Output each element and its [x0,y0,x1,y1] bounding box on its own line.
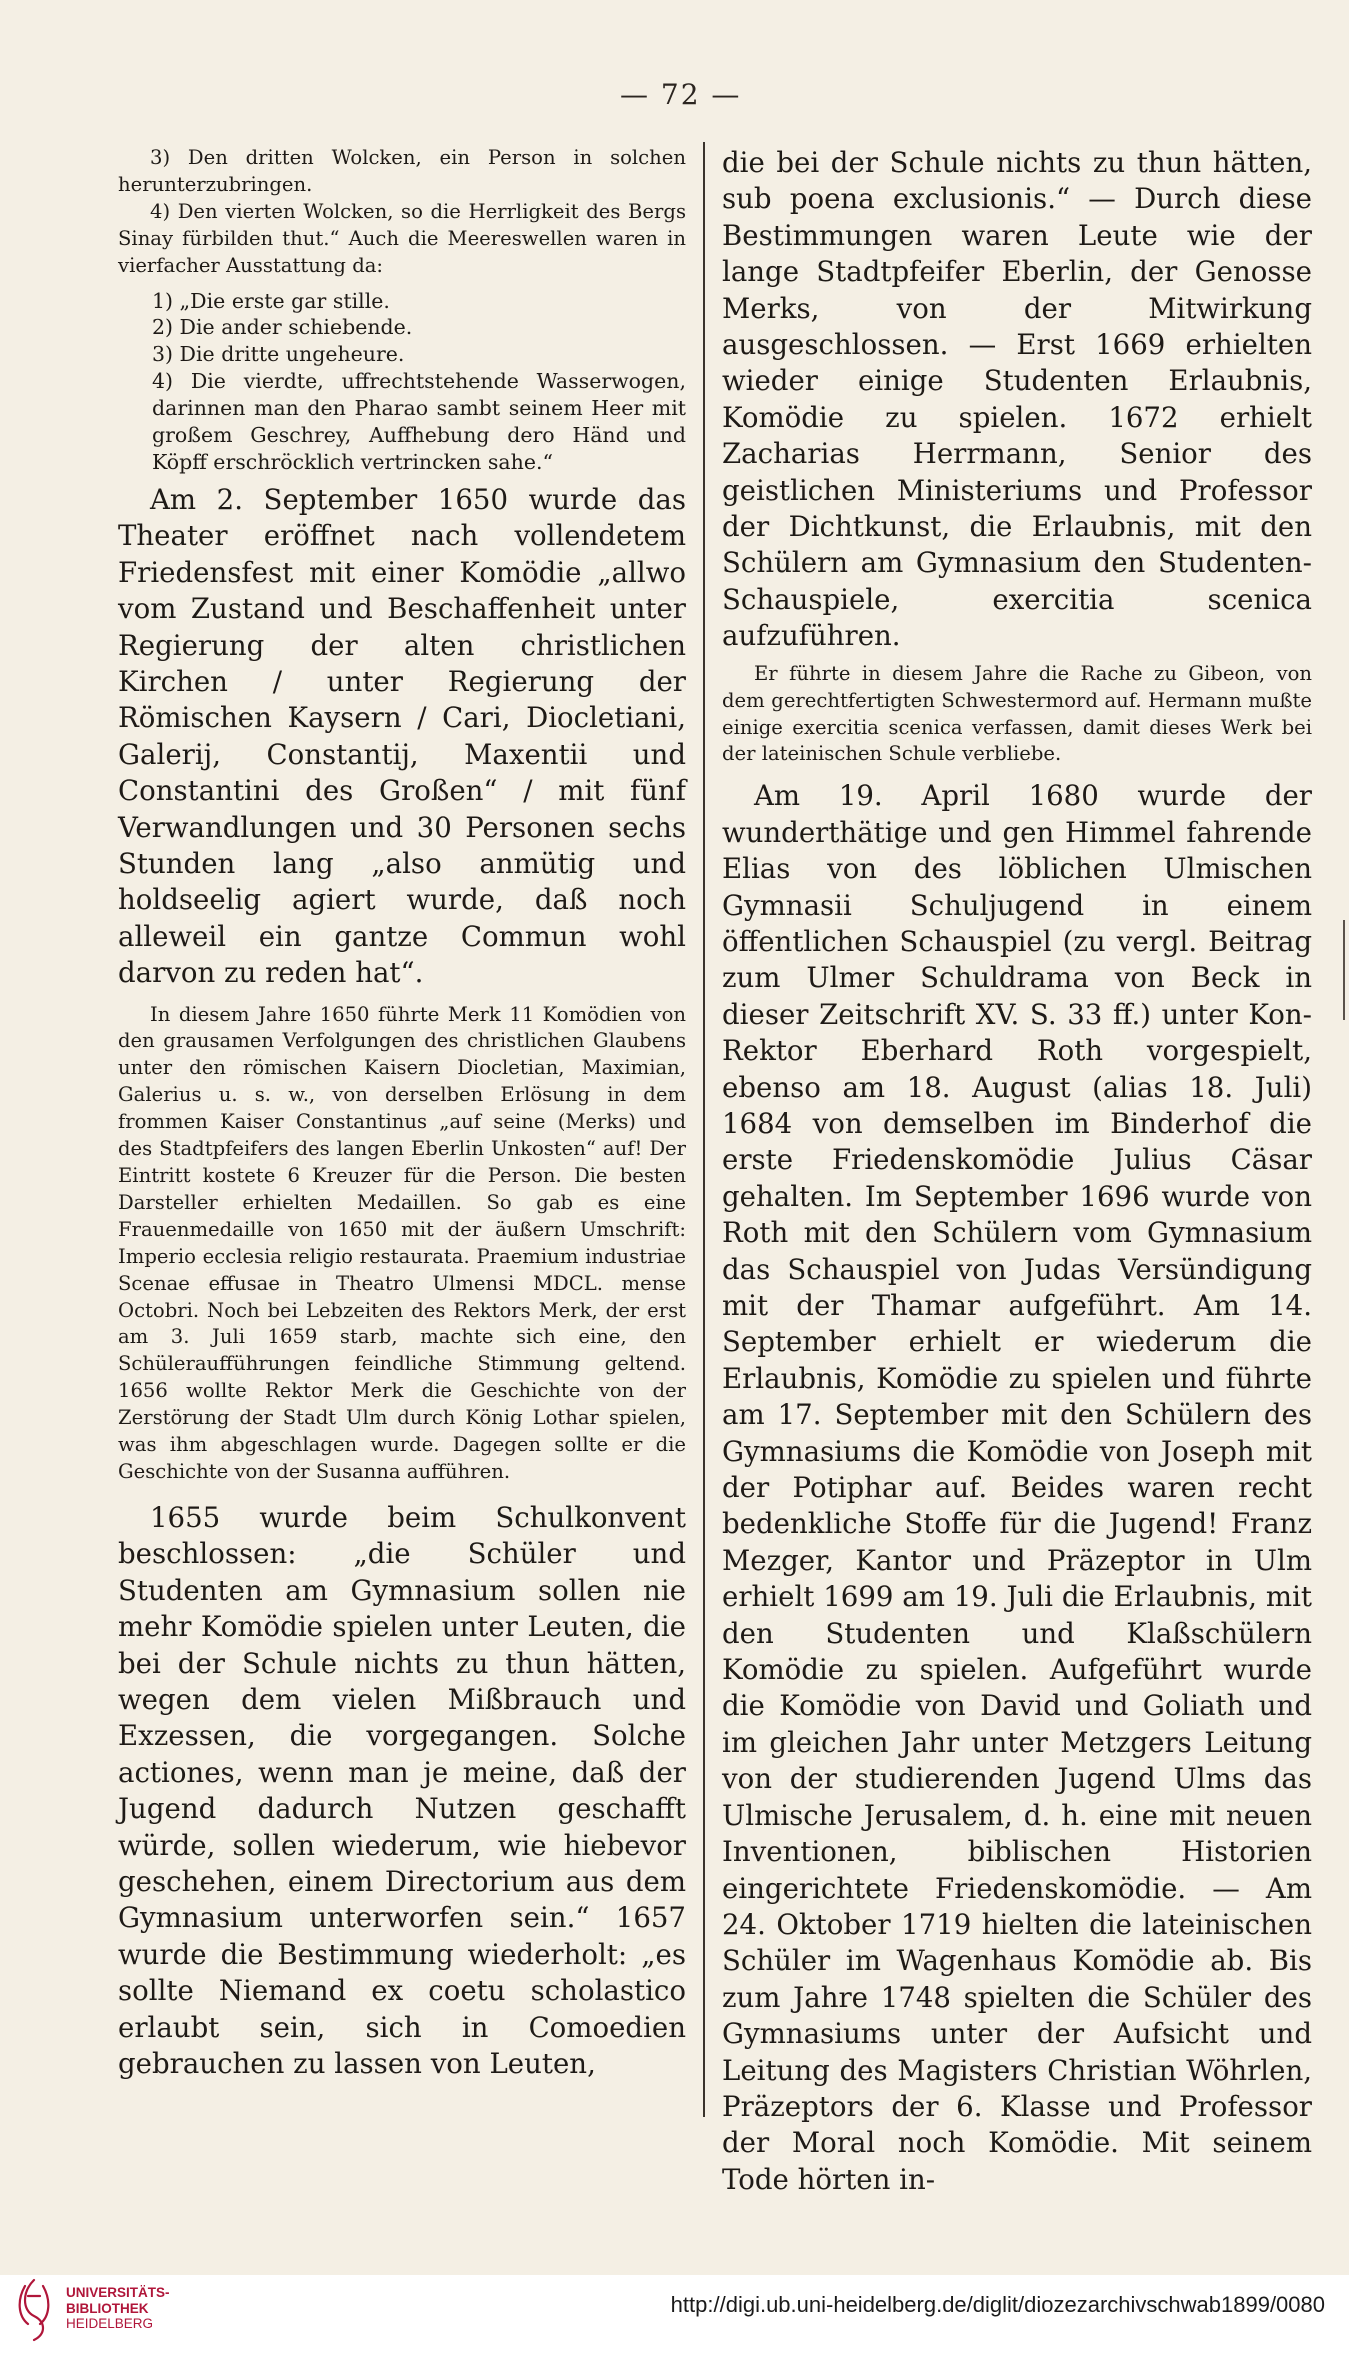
left-paragraph-5: 1655 wurde beim Schulkonvent beschlossen: „die Schüler und Studenten am Gymnasium sollen nie mehr Komödie spielen unter Leuten, die bei der Schule nichts zu thun hätten, wegen dem vielen Mißbrauch und Exzessen, die vorgegangen. Solche actiones, wenn man je meine, daß der Jugend dadurch Nutzen geschafft würde, sollen wiederum, wie hiebevor geschehen, einem Directorium aus dem Gymnasium unterworfen sein.“ 1657 wurde die Bestimmung wiederholt: „es sollte Niemand ex coetu scholastico erlaubt sein, sich in Comoedien gebrauchen zu lassen von Leuten, [118,1500,686,2080]
right-paragraph-2: Er führte in diesem Jahre die Rache zu Gibeon, von dem gerechtfertigten Schwestermord auf. Hermann mußte einige exercitia scenica verfassen, damit dieses Werk bei der lateinischen Schule verbliebe. [722,661,1312,766]
list-item: 2) Die ander schiebende. [152,315,413,340]
right-paragraph-3: Am 19. April 1680 wurde der wunderthätige und gen Himmel fahrende Elias von des löblichen Ulmischen Gymnasii Schuljugend in einem öffentlichen Schauspiel (zu vergl. Beitrag zum Ulmer Schuldrama von Beck in dieser Zeitschrift XV. S. 33 ff.) unter Kon-Rektor Eberhard Roth vorgespielt, ebenso am 18. August (alias 18. Juli) 1684 von demselben im Binderhof die erste Friedenskomödie Julius Cäsar gehalten. Im September 1696 wurde von Roth mit den Schülern vom Gymnasium das Schauspiel von Judas Versündigung mit der Thamar aufgeführt. Am 14. September erhielt er wiederum die Erlaubnis, Komödie zu spielen und führte am 17. September mit den Schülern des Gymnasiums die Komödie von Joseph mit der Potiphar auf. Beides waren recht bedenkliche Stoffe für die Jugend! Franz Mezger, Kantor und Präzeptor in Ulm erhielt 1699 am 19. Juli die Erlaubnis, mit den Studenten und Klaßschülern Komödie zu spielen. Aufgeführt wurde die Komödie von David und Goliath und im gleichen Jahr unter Metzgers Leitung von der studierenden Jugend Ulms das Ulmische Jerusalem, d. h. eine mit neuen Inventionen, biblischen Historien eingerichtete Friedenskomödie. — Am 24. Oktober 1719 hielten die lateinischen Schüler im Wagenhaus Komödie ab. Bis zum Jahre 1748 spielten die Schüler des Gymnasiums unter der Aufsicht und Leitung des Magisters Christian Wöhrlen, Präzeptors der 6. Klasse und Professor der Moral noch Komödie. Mit seinem Tode hörten in- [722,779,1312,2196]
institution-line: UNIVERSITÄTS- [66,2285,170,2300]
right-column [722,145,1312,2196]
institution-line: BIBLIOTHEK [66,2300,149,2316]
institution-line: HEIDELBERG [66,2316,154,2331]
column-divider [703,142,705,2117]
left-paragraph-2: 4) Den vierten Wolcken, so die Herrligkeit des Bergs Sinay fürbilden thut.“ Auch die Meereswellen waren in vierfacher Ausstattung da: [118,199,686,277]
institution-name [66,2285,170,2332]
right-paragraph-1: die bei der Schule nichts zu thun hätten, sub poena exclusionis.“ — Durch diese Bestimmungen waren Leute wie der lange Stadtpfeifer Eberlin, der Genosse Merks, von der Mitwirkung ausgeschlossen. — Erst 1669 erhielten wieder einige Studenten Erlaubnis, Komödie zu spielen. 1672 erhielt Zacharias Herrmann, Senior des geistlichen Ministeriums und Professor der Dichtkunst, die Erlaubnis, mit den Schülern am Gymnasium den Studenten-Schauspiele, exercitia scenica aufzuführen. [722,146,1312,653]
left-column [118,145,686,2145]
wave-list [152,288,686,476]
left-paragraph-1: 3) Den dritten Wolcken, ein Person in solchen herunterzubringen. [118,146,686,196]
list-item: 1) „Die erste gar stille. [152,288,390,313]
list-item: 4) Die vierdte, uffrechtstehende Wasserwogen, darinnen man den Pharao sambt seinem Heer mit großem Geschrey, Auffhebung dero Händ und Köpff erschröcklich vertrincken sahe.“ [152,369,686,474]
left-paragraph-3: Am 2. September 1650 wurde das Theater eröffnet nach vollendetem Friedensfest mit einer Komödie „allwo vom Zustand und Beschaffenheit unter Regierung der alten christlichen Kirchen / unter Regierung der Römischen Kaysern / Cari, Diocletiani, Galerij, Constantij, Maxentii und Constantini des Großen“ / mit fünf Verwandlungen und 30 Personen sechs Stunden lang „also anmütig und holdseelig agiert wurde, daß noch alleweil ein gantze Commun wohl darvon zu reden hat“. [118,482,686,990]
source-url-link[interactable]: http://digi.ub.uni-heidelberg.de/diglit/diozezarchivschwab1899/0080 [670,2292,1325,2317]
left-paragraph-4: In diesem Jahre 1650 führte Merk 11 Komödien von den grausamen Verfolgungen des christlichen Glaubens unter den römischen Kaisern Diocletian, Maximian, Galerius u. s. w., von derselben Erlösung in dem frommen Kaiser Constantinus „auf seine (Merks) und des Stadtpfeifers des langen Eberlin Unkosten“ auf! Der Eintritt kostete 6 Kreuzer für die Person. Die besten Darsteller erhielten Medaillen. So gab es eine Frauenmedaille von 1650 mit der äußern Umschrift: Imperio ecclesia religio restaurata. Praemium industriae Scenae effusae in Theatro Ulmensi MDCL. mense Octobri. Noch bei Lebzeiten des Rektors Merk, der erst am 3. Juli 1659 starb, machte sich eine, den Schüleraufführungen feindliche Stimmung geltend. 1656 wollte Rektor Merk die Geschichte von der Zerstörung der Stadt Ulm durch König Lothar spielen, was ihm abgeschlagen wurde. Dagegen sollte er die Geschichte von der Susanna aufführen. [118,1002,686,1483]
heidelberg-logo-icon [14,2276,54,2344]
list-item: 3) Die dritte ungeheure. [152,342,405,367]
page-number: — 72 — [620,78,742,111]
page-edge-mark [1343,920,1345,1020]
